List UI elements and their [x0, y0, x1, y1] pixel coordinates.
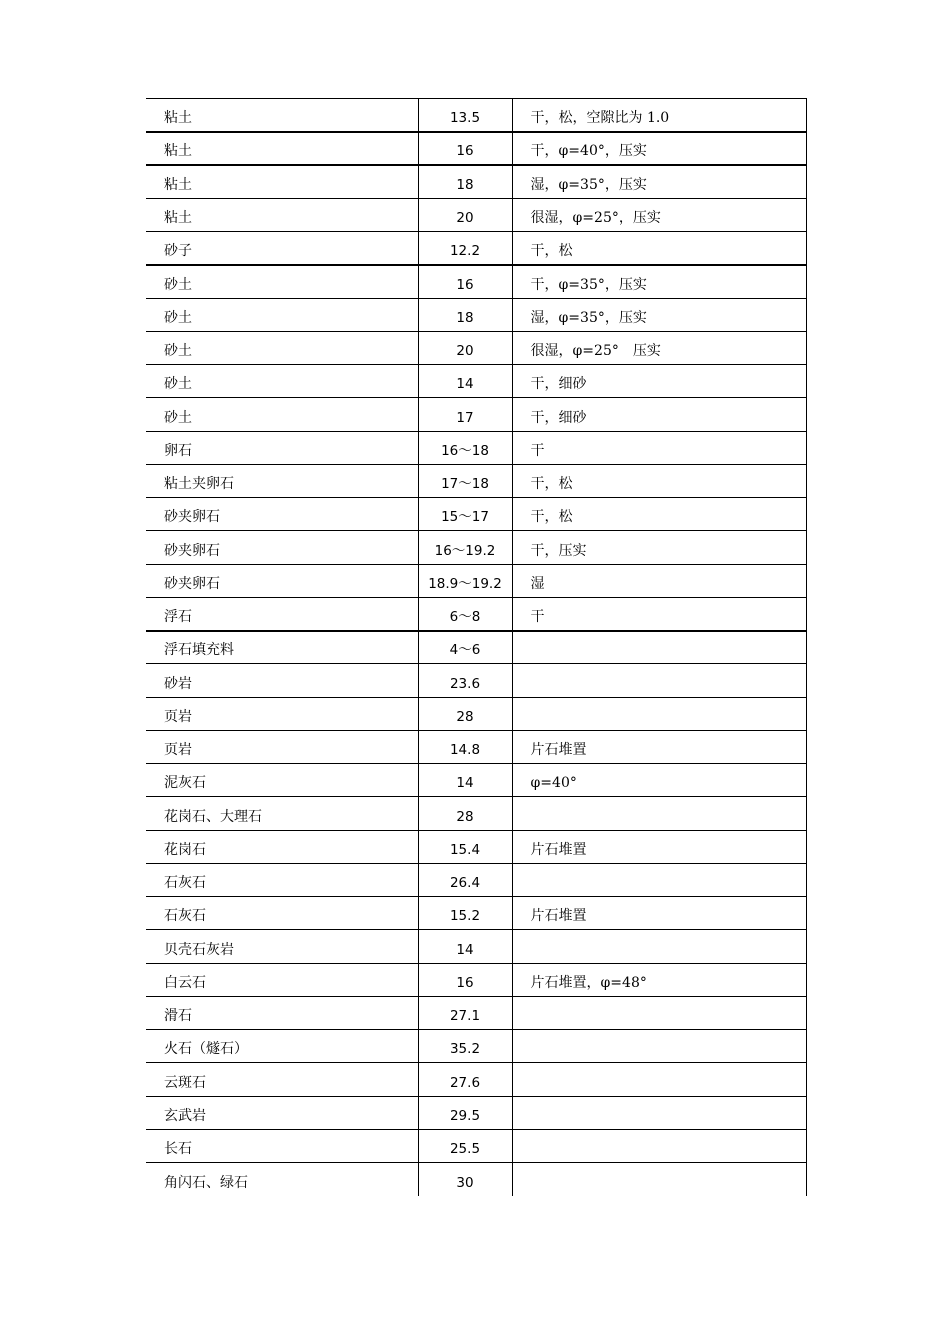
density-cell: 14: [418, 365, 512, 398]
remark-cell: [512, 631, 806, 664]
remark-cell: 湿: [512, 564, 806, 597]
remark-cell: [512, 863, 806, 896]
density-cell: 20: [418, 198, 512, 231]
density-cell: 18.9～19.2: [418, 564, 512, 597]
density-cell: 16: [418, 265, 512, 298]
table-row: [146, 1163, 806, 1196]
table-row: [146, 232, 806, 265]
material-cell: 火石（燧石）: [146, 1030, 418, 1063]
table-body: [146, 99, 806, 1196]
density-cell: 29.5: [418, 1096, 512, 1129]
density-cell: 14: [418, 764, 512, 797]
density-cell: 13.5: [418, 99, 512, 132]
material-cell: 页岩: [146, 730, 418, 763]
density-cell: 15.2: [418, 897, 512, 930]
remark-cell: [512, 996, 806, 1029]
density-cell: 17: [418, 398, 512, 431]
density-cell: 4～6: [418, 631, 512, 664]
remark-cell: [512, 1063, 806, 1096]
density-cell: 15～17: [418, 498, 512, 531]
density-cell: 23.6: [418, 664, 512, 697]
density-cell: 6～8: [418, 597, 512, 630]
density-cell: 16～19.2: [418, 531, 512, 564]
density-cell: 35.2: [418, 1030, 512, 1063]
material-cell: 页岩: [146, 697, 418, 730]
table-row: [146, 930, 806, 963]
density-cell: 16: [418, 132, 512, 165]
material-cell: 石灰石: [146, 897, 418, 930]
material-cell: 云斑石: [146, 1063, 418, 1096]
material-cell: 贝壳石灰岩: [146, 930, 418, 963]
table-row: [146, 398, 806, 431]
material-cell: 粘土夹卵石: [146, 464, 418, 497]
remark-cell: 干，细砂: [512, 398, 806, 431]
material-cell: 砂土: [146, 298, 418, 331]
table-row: [146, 498, 806, 531]
remark-cell: [512, 930, 806, 963]
remark-cell: [512, 1163, 806, 1196]
table-row: [146, 1063, 806, 1096]
material-cell: 砂土: [146, 365, 418, 398]
remark-cell: 干，φ=40°，压实: [512, 132, 806, 165]
density-cell: 25.5: [418, 1129, 512, 1162]
remark-cell: 片石堆置: [512, 830, 806, 863]
table-row: [146, 1129, 806, 1162]
material-cell: 花岗石、大理石: [146, 797, 418, 830]
table-row: [146, 996, 806, 1029]
density-cell: 17～18: [418, 464, 512, 497]
density-cell: 16～18: [418, 431, 512, 464]
remark-cell: 片石堆置: [512, 730, 806, 763]
remark-cell: 干: [512, 431, 806, 464]
density-cell: 20: [418, 331, 512, 364]
material-cell: 浮石填充料: [146, 631, 418, 664]
density-cell: 26.4: [418, 863, 512, 896]
table-row: [146, 1096, 806, 1129]
material-cell: 砂土: [146, 331, 418, 364]
material-cell: 角闪石、绿石: [146, 1163, 418, 1196]
remark-cell: 干，细砂: [512, 365, 806, 398]
material-cell: 粘土: [146, 99, 418, 132]
density-cell: 18: [418, 298, 512, 331]
table-row: [146, 298, 806, 331]
material-cell: 砂夹卵石: [146, 564, 418, 597]
material-cell: 滑石: [146, 996, 418, 1029]
material-cell: 浮石: [146, 597, 418, 630]
remark-cell: [512, 697, 806, 730]
table-row: [146, 365, 806, 398]
remark-cell: 很湿，φ=25° 压实: [512, 331, 806, 364]
table-row: [146, 797, 806, 830]
density-cell: 28: [418, 797, 512, 830]
table-row: [146, 464, 806, 497]
remark-cell: [512, 664, 806, 697]
table-row: [146, 564, 806, 597]
remark-cell: 片石堆置: [512, 897, 806, 930]
table-row: [146, 132, 806, 165]
remark-cell: φ=40°: [512, 764, 806, 797]
table-row: [146, 165, 806, 198]
table-row: [146, 863, 806, 896]
material-cell: 花岗石: [146, 830, 418, 863]
remark-cell: 干，松: [512, 498, 806, 531]
table-row: [146, 198, 806, 231]
density-cell: 18: [418, 165, 512, 198]
remark-cell: [512, 1129, 806, 1162]
remark-cell: [512, 1096, 806, 1129]
material-cell: 粘土: [146, 165, 418, 198]
table-row: [146, 597, 806, 630]
table-row: [146, 963, 806, 996]
table-row: [146, 730, 806, 763]
density-cell: 15.4: [418, 830, 512, 863]
table-row: [146, 764, 806, 797]
remark-cell: 干，松，空隙比为 1.0: [512, 99, 806, 132]
density-cell: 30: [418, 1163, 512, 1196]
remark-cell: 干，松: [512, 232, 806, 265]
material-cell: 砂土: [146, 398, 418, 431]
table-row: [146, 830, 806, 863]
table-row: [146, 331, 806, 364]
material-cell: 砂子: [146, 232, 418, 265]
table-row: [146, 631, 806, 664]
density-cell: 14: [418, 930, 512, 963]
material-cell: 白云石: [146, 963, 418, 996]
density-cell: 14.8: [418, 730, 512, 763]
material-cell: 粘土: [146, 198, 418, 231]
table-row: [146, 431, 806, 464]
density-cell: 16: [418, 963, 512, 996]
table-row: [146, 1030, 806, 1063]
material-cell: 砂夹卵石: [146, 498, 418, 531]
material-density-table: [146, 98, 807, 1196]
remark-cell: 湿，φ=35°，压实: [512, 165, 806, 198]
table-row: [146, 531, 806, 564]
material-cell: 玄武岩: [146, 1096, 418, 1129]
table-row: [146, 99, 806, 132]
remark-cell: 很湿，φ=25°，压实: [512, 198, 806, 231]
remark-cell: 片石堆置，φ=48°: [512, 963, 806, 996]
material-cell: 砂土: [146, 265, 418, 298]
density-cell: 27.6: [418, 1063, 512, 1096]
table-row: [146, 265, 806, 298]
density-cell: 12.2: [418, 232, 512, 265]
remark-cell: 干，φ=35°，压实: [512, 265, 806, 298]
remark-cell: [512, 1030, 806, 1063]
density-cell: 28: [418, 697, 512, 730]
remark-cell: 湿，φ=35°，压实: [512, 298, 806, 331]
material-cell: 砂夹卵石: [146, 531, 418, 564]
remark-cell: 干，松: [512, 464, 806, 497]
remark-cell: [512, 797, 806, 830]
table-row: [146, 897, 806, 930]
remark-cell: 干，压实: [512, 531, 806, 564]
table-row: [146, 697, 806, 730]
table-row: [146, 664, 806, 697]
density-cell: 27.1: [418, 996, 512, 1029]
material-cell: 长石: [146, 1129, 418, 1162]
material-cell: 石灰石: [146, 863, 418, 896]
material-cell: 砂岩: [146, 664, 418, 697]
remark-cell: 干: [512, 597, 806, 630]
material-cell: 卵石: [146, 431, 418, 464]
material-cell: 粘土: [146, 132, 418, 165]
material-cell: 泥灰石: [146, 764, 418, 797]
